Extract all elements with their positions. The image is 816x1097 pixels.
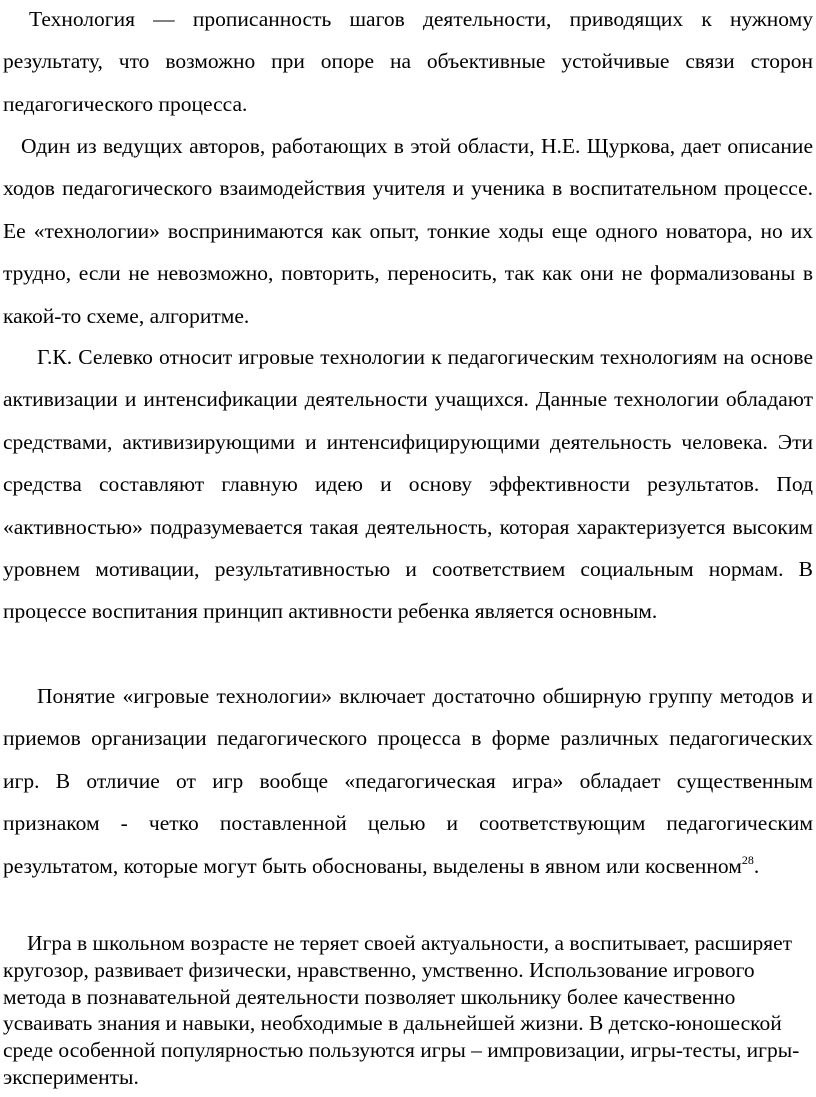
paragraph-selevko: Г.К. Селевко относит игровые технологии к педагогическим технологиям на основе активизации и интенсификации деятельности учащихся. Данные технологии обладают средствами, активизирующими и интенсифицирующими деятельность человека. Эти средства составляют главную идею и основу эффективности результатов. Под «активностью» подразумевается такая деятельность, которая характеризуется высоким уровнем мотивации, результативностью и соответствием социальным нормам. В процессе воспитания принцип активности ребенка является основным. xyxy=(3,345,813,624)
footnote-reference[interactable]: 28 xyxy=(741,852,754,867)
paragraph-shchurkova: Один из ведущих авторов, работающих в этой области, Н.Е. Щуркова, дает описание ходов педагогического взаимодействия учителя и ученика в воспитательном процессе. Ее «технологии» воспринимаются как опыт, тонкие ходы еще одного новатора, но их трудно, если не невозможно, повторить, переносить, так как они не формализованы в какой-то схеме, алгоритме. xyxy=(3,134,813,328)
sentence-end: . xyxy=(753,853,760,878)
paragraph-game-technologies xyxy=(3,675,813,887)
paragraph-school-age-game: Игра в школьном возрасте не теряет своей актуальности, а воспитывает, расширяет кругозор, развивает физически, нравственно, умственно. Использование игрового метода в познавательной деятельности позволяет школьнику более качественно усваивать знания и навыки, необходимые в дальнейшей жизни. В детско-юношеской среде особенной популярностью пользуются игры – импровизации, игры-тесты, игры-эксперименты. xyxy=(3,931,800,1089)
paragraph-technology-definition: Технология — прописанность шагов деятельности, приводящих к нужному результату, что возможно при опоре на объективные устойчивые связи сторон педагогического процесса. xyxy=(3,7,813,116)
paragraph-game-technologies-text: Понятие «игровые технологии» включает достаточно обширную группу методов и приемов организации педагогического процесса в форме различных педагогических игр. В отличие от игр вообще «педагогическая игра» обладает существенным признаком - четко поставленной целью и соответствующим педагогическим результатом, которые могут быть обоснованы, выделены в явном или косвенном xyxy=(3,684,813,878)
